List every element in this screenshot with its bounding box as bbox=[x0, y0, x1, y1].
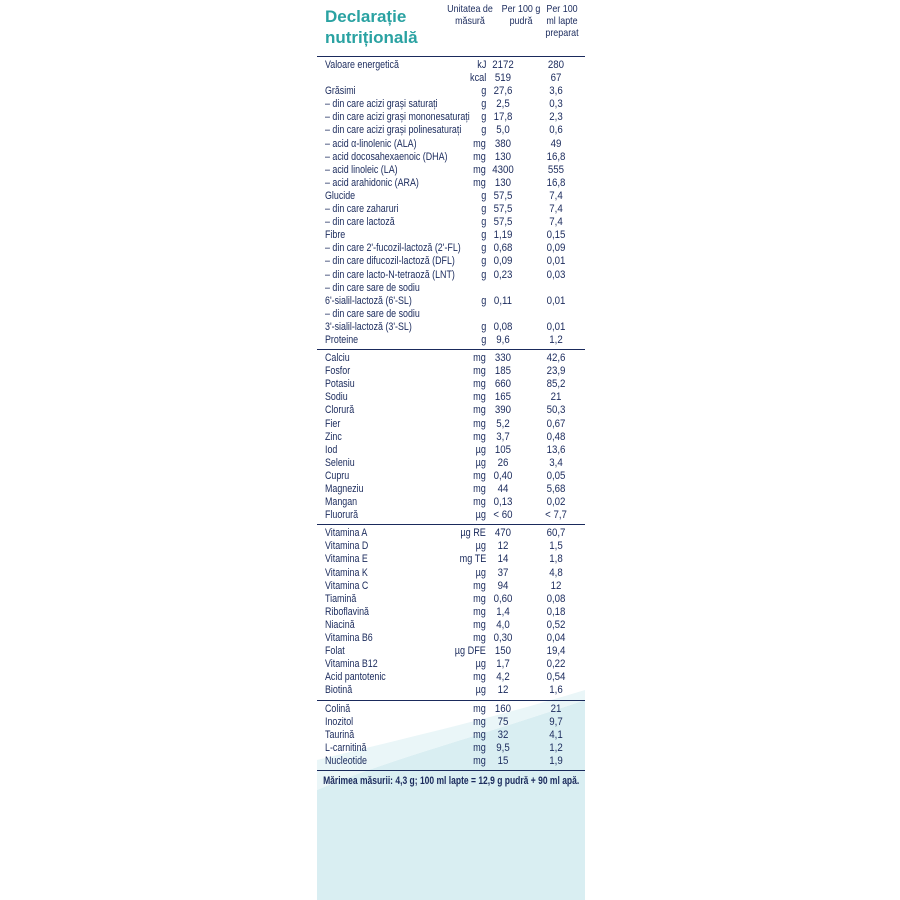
nutrient-name: Grăsimi bbox=[325, 85, 356, 98]
table-body bbox=[317, 57, 585, 771]
nutrient-name: – acid linoleic (LA) bbox=[325, 163, 398, 176]
per-100ml-value: 16,8 bbox=[546, 176, 566, 189]
per-100g-value: 380 bbox=[494, 137, 512, 150]
unit-cell: mg TE bbox=[459, 553, 486, 566]
per-100ml-value: 0,03 bbox=[546, 268, 566, 281]
per-100ml-value: 12 bbox=[550, 579, 562, 592]
per-100ml-value: 1,9 bbox=[549, 754, 563, 767]
per-100ml-value: 1,5 bbox=[549, 540, 563, 553]
per-100ml-value: 85,2 bbox=[546, 378, 566, 391]
table-row bbox=[317, 321, 585, 334]
table-section bbox=[317, 701, 585, 771]
unit-cell: mg bbox=[473, 352, 486, 365]
table-row bbox=[317, 242, 585, 255]
per-100g-value: 0,68 bbox=[493, 242, 513, 255]
per-100ml-value: 1,6 bbox=[549, 684, 563, 697]
per-100g-value: 12 bbox=[497, 684, 509, 697]
unit-cell: mg bbox=[473, 378, 486, 391]
nutrient-name: 6'-sialil-lactoză (6'-SL) bbox=[325, 294, 412, 307]
unit-cell: mg bbox=[473, 417, 486, 430]
table-row bbox=[317, 111, 585, 124]
table-section bbox=[317, 350, 585, 525]
nutrient-name: – din care acizi grași polinesaturați bbox=[325, 124, 462, 137]
per-100ml-value: 0,6 bbox=[549, 124, 563, 137]
per-100ml-value: 49 bbox=[550, 137, 562, 150]
per-100g-value: 75 bbox=[497, 715, 509, 728]
per-100ml-value: 0,54 bbox=[546, 671, 566, 684]
per-100ml-value: 0,01 bbox=[546, 320, 566, 333]
per-100ml-value: 555 bbox=[547, 163, 565, 176]
per-100ml-value: 0,18 bbox=[546, 605, 566, 618]
nutrient-name: Fosfor bbox=[325, 365, 351, 378]
per-100ml-value: 4,1 bbox=[549, 728, 563, 741]
per-100ml-value: 21 bbox=[550, 702, 562, 715]
header-per-100g: Per 100 g pudră bbox=[501, 3, 541, 27]
per-100ml-value: 0,48 bbox=[546, 430, 566, 443]
per-100ml-value: 1,2 bbox=[549, 741, 563, 754]
nutrient-name: Tiamină bbox=[325, 592, 357, 605]
per-100ml-value: 7,4 bbox=[549, 189, 563, 202]
nutrient-name: Iod bbox=[325, 443, 338, 456]
table-row bbox=[317, 470, 585, 483]
nutrient-name: Valoare energetică bbox=[325, 59, 399, 71]
unit-cell: g bbox=[480, 268, 486, 281]
nutrient-name: Fier bbox=[325, 417, 341, 430]
table-row bbox=[317, 352, 585, 365]
per-100ml-value: 0,08 bbox=[546, 592, 566, 605]
per-100ml-value: 0,05 bbox=[546, 469, 566, 482]
table-row bbox=[317, 229, 585, 242]
table-row bbox=[317, 527, 585, 540]
nutrient-name: – din care lactoză bbox=[325, 216, 395, 229]
unit-cell: mg bbox=[473, 430, 486, 443]
unit-cell: mg bbox=[473, 137, 486, 150]
nutrient-name: Inozitol bbox=[325, 715, 354, 728]
unit-cell: µg bbox=[475, 509, 486, 522]
per-100g-value: 26 bbox=[497, 456, 509, 469]
unit-cell: g bbox=[480, 294, 486, 307]
table-row bbox=[317, 483, 585, 496]
per-100ml-value: 4,8 bbox=[549, 566, 563, 579]
table-title: Declarație nutrițională bbox=[325, 7, 418, 47]
unit-cell: g bbox=[480, 229, 486, 242]
per-100ml-value: 1,8 bbox=[549, 553, 563, 566]
per-100g-value: 5,0 bbox=[496, 124, 510, 137]
unit-cell: g bbox=[480, 242, 486, 255]
table-row bbox=[317, 72, 585, 85]
unit-cell: mg bbox=[473, 702, 486, 715]
table-row bbox=[317, 334, 585, 347]
per-100ml-value: 5,68 bbox=[546, 483, 566, 495]
table-row bbox=[317, 684, 585, 697]
per-100g-value: 14 bbox=[497, 553, 509, 566]
nutrient-name: Cupru bbox=[325, 469, 350, 482]
table-row bbox=[317, 658, 585, 671]
unit-cell: mg bbox=[473, 163, 486, 176]
unit-cell: mg bbox=[473, 483, 486, 495]
nutrient-name: Potasiu bbox=[325, 378, 355, 391]
unit-cell: mg bbox=[473, 671, 486, 684]
unit-cell: µg bbox=[475, 540, 486, 553]
nutrient-name: Magneziu bbox=[325, 483, 364, 495]
nutrient-name: – din care zaharuri bbox=[325, 203, 399, 216]
unit-cell: mg bbox=[473, 754, 486, 767]
nutrient-name: Nucleotide bbox=[325, 754, 367, 767]
nutrition-panel bbox=[317, 0, 585, 900]
per-100g-value: 57,5 bbox=[493, 203, 513, 216]
nutrient-name: L-carnitină bbox=[325, 741, 367, 754]
unit-cell: g bbox=[480, 203, 486, 216]
table-row bbox=[317, 457, 585, 470]
per-100ml-value: 0,67 bbox=[546, 417, 566, 430]
header-per-100ml: Per 100 ml lapte preparat bbox=[545, 3, 579, 39]
unit-cell: mg bbox=[473, 150, 486, 163]
nutrient-name: Seleniu bbox=[325, 456, 355, 469]
per-100ml-value: 0,02 bbox=[546, 496, 566, 509]
unit-cell: µg bbox=[475, 658, 486, 671]
unit-cell: mg bbox=[473, 715, 486, 728]
table-row bbox=[317, 308, 585, 321]
per-100ml-value: 0,01 bbox=[546, 294, 566, 307]
per-100g-value: 660 bbox=[494, 378, 512, 391]
nutrient-name: Sodiu bbox=[325, 391, 348, 404]
table-row bbox=[317, 703, 585, 716]
nutrient-name: Fluorură bbox=[325, 509, 359, 522]
unit-cell: mg bbox=[473, 632, 486, 645]
per-100g-value: 57,5 bbox=[493, 189, 513, 202]
table-row bbox=[317, 619, 585, 632]
table-row bbox=[317, 282, 585, 295]
table-row bbox=[317, 378, 585, 391]
unit-cell: µg bbox=[475, 566, 486, 579]
per-100ml-value: 0,3 bbox=[549, 98, 563, 111]
nutrient-name: Vitamina D bbox=[325, 540, 369, 553]
unit-cell: mg bbox=[473, 618, 486, 631]
per-100g-value: 1,7 bbox=[496, 658, 510, 671]
unit-cell: g bbox=[480, 189, 486, 202]
nutrient-name: Vitamina B12 bbox=[325, 658, 378, 671]
table-section bbox=[317, 57, 585, 350]
table-row bbox=[317, 216, 585, 229]
table-row bbox=[317, 85, 585, 98]
table-row bbox=[317, 606, 585, 619]
unit-cell: g bbox=[480, 124, 486, 137]
per-100g-value: 3,7 bbox=[496, 430, 510, 443]
nutrient-name: Proteine bbox=[325, 333, 359, 346]
unit-cell: g bbox=[480, 333, 486, 346]
unit-cell: g bbox=[480, 216, 486, 229]
per-100g-value: 0,40 bbox=[493, 469, 513, 482]
table-row bbox=[317, 190, 585, 203]
nutrient-name: – acid arahidonic (ARA) bbox=[325, 176, 419, 189]
nutrient-name: Riboflavină bbox=[325, 605, 369, 618]
nutrient-name: Clorură bbox=[325, 404, 355, 417]
nutrient-name: Colină bbox=[325, 702, 351, 715]
unit-cell: kcal bbox=[469, 72, 486, 85]
per-100g-value: 12 bbox=[497, 540, 509, 553]
per-100ml-value: 0,09 bbox=[546, 242, 566, 255]
unit-cell: mg bbox=[473, 496, 486, 509]
table-row bbox=[317, 151, 585, 164]
per-100ml-value: 19,4 bbox=[546, 645, 566, 658]
table-row bbox=[317, 164, 585, 177]
nutrient-name: Vitamina B6 bbox=[325, 632, 373, 645]
per-100g-value: 519 bbox=[494, 72, 512, 85]
nutrient-name: – din care acizi grași mononesaturați bbox=[325, 111, 470, 124]
per-100ml-value: 60,7 bbox=[546, 527, 566, 540]
table-row bbox=[317, 138, 585, 151]
table-row bbox=[317, 567, 585, 580]
per-100ml-value: 7,4 bbox=[549, 203, 563, 216]
unit-cell: µg bbox=[475, 684, 486, 697]
unit-cell: µg bbox=[475, 456, 486, 469]
per-100ml-value: 50,3 bbox=[546, 404, 566, 417]
per-100g-value: 0,23 bbox=[493, 268, 513, 281]
per-100g-value: 0,09 bbox=[493, 255, 513, 268]
unit-cell: µg RE bbox=[460, 527, 486, 540]
nutrient-name: Zinc bbox=[325, 430, 342, 443]
per-100g-value: 1,4 bbox=[496, 605, 510, 618]
per-100g-value: 390 bbox=[494, 404, 512, 417]
unit-cell: g bbox=[480, 85, 486, 98]
per-100g-value: 9,6 bbox=[496, 333, 510, 346]
unit-cell: mg bbox=[473, 391, 486, 404]
nutrient-name: Vitamina C bbox=[325, 579, 369, 592]
per-100g-value: 105 bbox=[494, 443, 512, 456]
nutrient-name: – acid α-linolenic (ALA) bbox=[325, 137, 417, 150]
per-100g-value: 130 bbox=[494, 150, 512, 163]
nutrient-name: – din care sare de sodiu bbox=[325, 281, 420, 294]
table-row bbox=[317, 671, 585, 684]
per-100g-value: 0,11 bbox=[493, 294, 513, 307]
table-row bbox=[317, 632, 585, 645]
per-100g-value: 2,5 bbox=[496, 98, 510, 111]
per-100ml-value: 0,04 bbox=[546, 632, 566, 645]
table-row bbox=[317, 98, 585, 111]
table-section bbox=[317, 525, 585, 700]
nutrient-name: 3'-sialil-lactoză (3'-SL) bbox=[325, 320, 412, 333]
unit-cell: mg bbox=[473, 365, 486, 378]
per-100ml-value: 0,01 bbox=[546, 255, 566, 268]
table-row bbox=[317, 553, 585, 566]
per-100g-value: < 60 bbox=[493, 509, 513, 522]
per-100g-value: 0,13 bbox=[493, 496, 513, 509]
nutrient-name: – din care lacto-N-tetraoză (LNT) bbox=[325, 268, 455, 281]
per-100g-value: 0,60 bbox=[493, 592, 513, 605]
table-row bbox=[317, 365, 585, 378]
per-100g-value: 185 bbox=[494, 365, 512, 378]
nutrient-name: Vitamina K bbox=[325, 566, 368, 579]
table-row bbox=[317, 645, 585, 658]
unit-cell: mg bbox=[473, 176, 486, 189]
nutrient-name: Vitamina E bbox=[325, 553, 368, 566]
nutrient-name: – acid docosahexaenoic (DHA) bbox=[325, 150, 448, 163]
table-row bbox=[317, 742, 585, 755]
per-100g-value: 0,08 bbox=[493, 320, 513, 333]
per-100g-value: 15 bbox=[497, 754, 509, 767]
table-row bbox=[317, 404, 585, 417]
unit-cell: mg bbox=[473, 741, 486, 754]
nutrient-name: Calciu bbox=[325, 352, 350, 365]
table-row bbox=[317, 203, 585, 216]
nutrient-name: Folat bbox=[325, 645, 345, 658]
table-row bbox=[317, 295, 585, 308]
per-100ml-value: 7,4 bbox=[549, 216, 563, 229]
per-100g-value: 330 bbox=[494, 352, 512, 365]
per-100g-value: 17,8 bbox=[493, 111, 513, 124]
table-row bbox=[317, 255, 585, 268]
per-100ml-value: 0,22 bbox=[546, 658, 566, 671]
nutrient-name: Mangan bbox=[325, 496, 358, 509]
table-row bbox=[317, 177, 585, 190]
per-100g-value: 160 bbox=[494, 702, 512, 715]
nutrient-name: Taurină bbox=[325, 728, 355, 741]
per-100ml-value: 21 bbox=[550, 391, 562, 404]
nutrient-name: – din care difucozil-lactoză (DFL) bbox=[325, 255, 455, 268]
table-row bbox=[317, 59, 585, 72]
per-100g-value: 470 bbox=[494, 527, 512, 540]
per-100ml-value: 23,9 bbox=[546, 365, 566, 378]
per-100ml-value: 0,15 bbox=[546, 229, 566, 242]
per-100g-value: 27,6 bbox=[493, 85, 513, 98]
unit-cell: g bbox=[480, 320, 486, 333]
nutrient-name: Acid pantotenic bbox=[325, 671, 386, 684]
per-100g-value: 2172 bbox=[492, 59, 514, 71]
table-row bbox=[317, 269, 585, 282]
nutrient-name: – din care acizi grași saturați bbox=[325, 98, 438, 111]
nutrient-name: Glucide bbox=[325, 189, 356, 202]
per-100ml-value: 280 bbox=[547, 59, 565, 71]
nutrient-name: Vitamina A bbox=[325, 527, 368, 540]
per-100ml-value: 16,8 bbox=[546, 150, 566, 163]
per-100g-value: 32 bbox=[497, 728, 509, 741]
table-row bbox=[317, 391, 585, 404]
unit-cell: mg bbox=[473, 592, 486, 605]
unit-cell: g bbox=[480, 111, 486, 124]
table-row bbox=[317, 124, 585, 137]
per-100g-value: 44 bbox=[497, 483, 509, 495]
table-header bbox=[317, 0, 585, 57]
table-row bbox=[317, 716, 585, 729]
per-100g-value: 4,2 bbox=[496, 671, 510, 684]
per-100ml-value: 2,3 bbox=[549, 111, 563, 124]
per-100g-value: 4,0 bbox=[496, 618, 510, 631]
per-100g-value: 0,30 bbox=[493, 632, 513, 645]
per-100g-value: 57,5 bbox=[493, 216, 513, 229]
table-row bbox=[317, 729, 585, 742]
per-100g-value: 5,2 bbox=[496, 417, 510, 430]
table-row bbox=[317, 593, 585, 606]
table-row bbox=[317, 540, 585, 553]
per-100g-value: 150 bbox=[494, 645, 512, 658]
per-100ml-value: 3,4 bbox=[549, 456, 563, 469]
unit-cell: g bbox=[480, 255, 486, 268]
per-100g-value: 9,5 bbox=[496, 741, 510, 754]
unit-cell: mg bbox=[473, 469, 486, 482]
unit-cell: µg DFE bbox=[454, 645, 486, 658]
unit-cell: mg bbox=[473, 404, 486, 417]
table-row bbox=[317, 580, 585, 593]
header-unit: Unitatea de măsură bbox=[447, 3, 493, 27]
per-100ml-value: 67 bbox=[550, 72, 562, 85]
table-row bbox=[317, 444, 585, 457]
per-100ml-value: 0,52 bbox=[546, 618, 566, 631]
table-row bbox=[317, 509, 585, 522]
unit-cell: µg bbox=[475, 443, 486, 456]
serving-size-note: Mărimea măsurii: 4,3 g; 100 ml lapte = 12,9 g pudră + 90 ml apă. bbox=[323, 774, 580, 787]
per-100g-value: 94 bbox=[497, 579, 509, 592]
per-100g-value: 1,19 bbox=[493, 229, 513, 242]
per-100ml-value: 13,6 bbox=[546, 443, 566, 456]
per-100g-value: 37 bbox=[497, 566, 509, 579]
per-100g-value: 165 bbox=[494, 391, 512, 404]
unit-cell: mg bbox=[473, 605, 486, 618]
nutrient-name: – din care sare de sodiu bbox=[325, 307, 420, 320]
unit-cell: mg bbox=[473, 728, 486, 741]
table-row bbox=[317, 496, 585, 509]
per-100g-value: 4300 bbox=[492, 163, 514, 176]
unit-cell: g bbox=[480, 98, 486, 111]
table-row bbox=[317, 431, 585, 444]
unit-cell: mg bbox=[473, 579, 486, 592]
nutrient-name: Fibre bbox=[325, 229, 346, 242]
table-row bbox=[317, 755, 585, 768]
per-100ml-value: < 7,7 bbox=[545, 509, 567, 522]
per-100ml-value: 9,7 bbox=[549, 715, 563, 728]
nutrient-name: – din care 2'-fucozil-lactoză (2'-FL) bbox=[325, 242, 461, 255]
unit-cell: kJ bbox=[476, 59, 486, 71]
per-100ml-value: 42,6 bbox=[546, 352, 566, 365]
nutrient-name: Biotină bbox=[325, 684, 353, 697]
per-100g-value: 130 bbox=[494, 176, 512, 189]
per-100ml-value: 1,2 bbox=[549, 333, 563, 346]
per-100ml-value: 3,6 bbox=[549, 85, 563, 98]
nutrient-name: Niacină bbox=[325, 618, 355, 631]
table-row bbox=[317, 418, 585, 431]
